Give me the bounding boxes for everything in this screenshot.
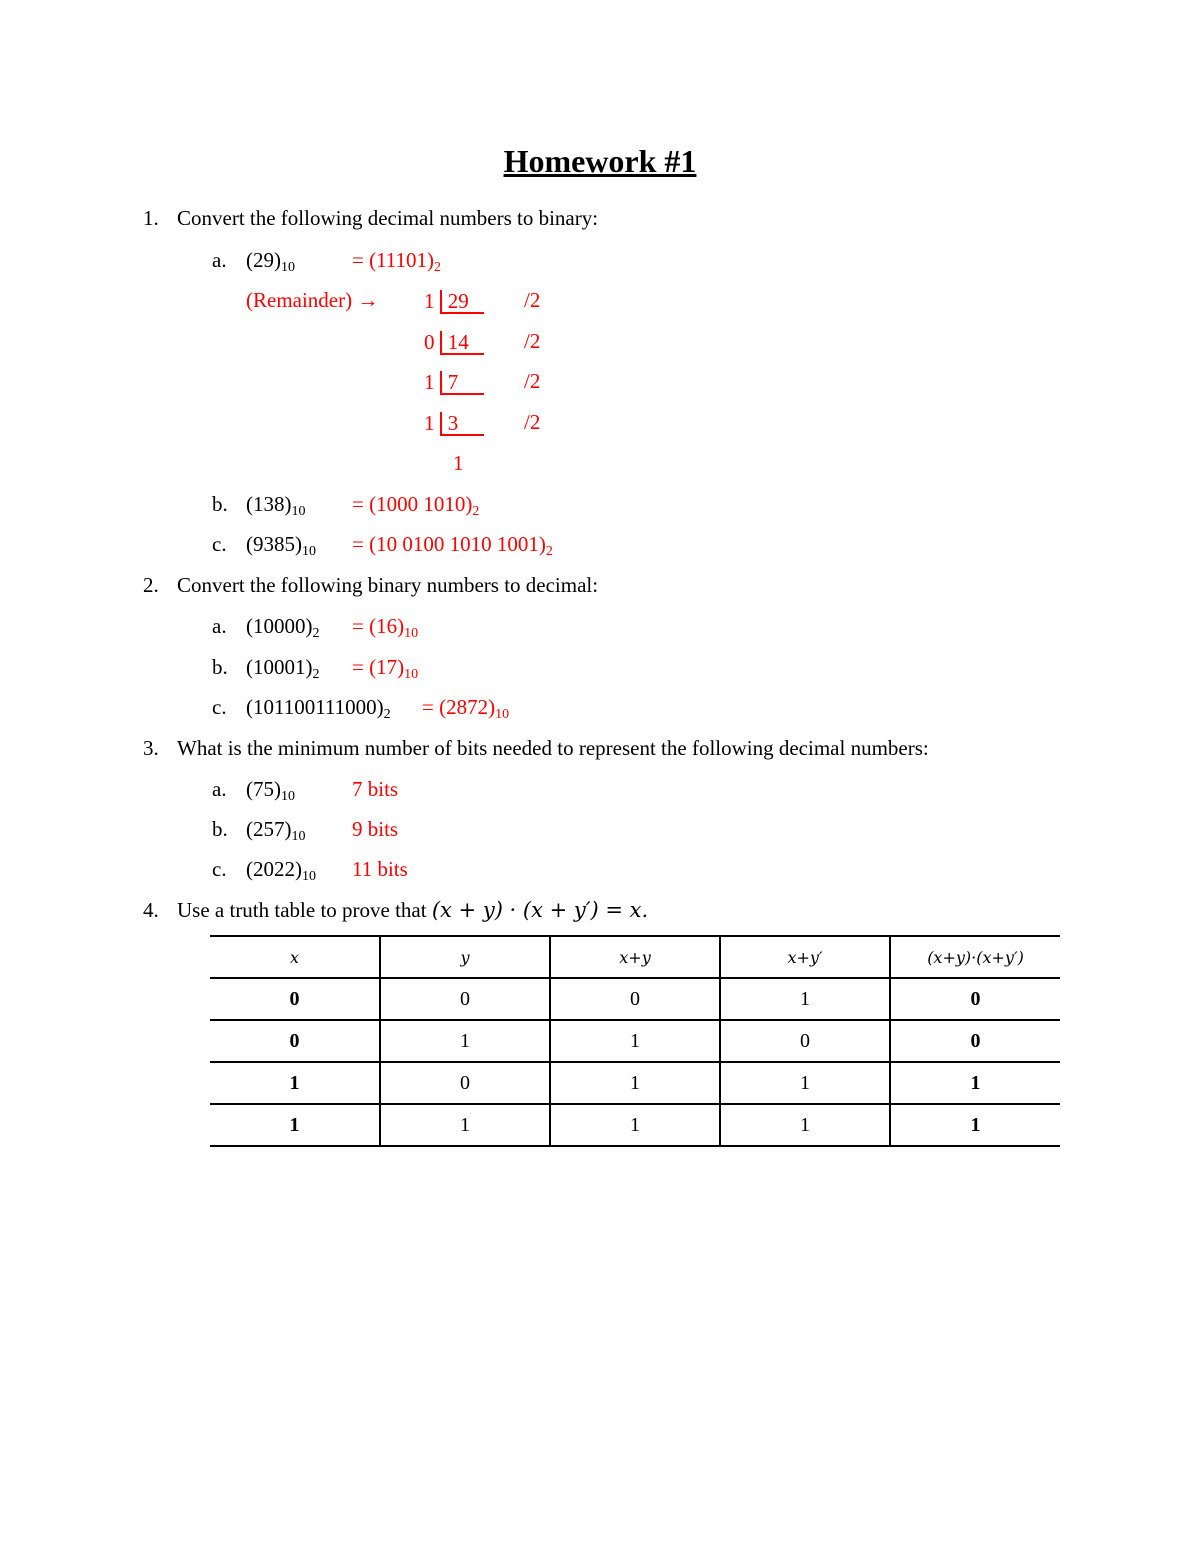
division-row <box>424 412 484 436</box>
table-cell: 1 <box>550 1104 720 1146</box>
table-cell: 1 <box>550 1020 720 1062</box>
table-cell: 1 <box>550 1062 720 1104</box>
q3a-answer: 7 bits <box>352 777 399 801</box>
q1c-label: c. <box>212 532 227 556</box>
q2b-answer: = $(17)_{10}$ <box>352 655 419 682</box>
division-remainder: 0 <box>424 330 435 354</box>
table-cell: 1 <box>720 1062 890 1104</box>
q4-expression: (x + y) · (x + y′) = x. <box>431 898 649 922</box>
division-remainder: 1 <box>424 411 435 435</box>
q1a-answer: = $(11101)_2$ <box>352 248 442 275</box>
q3-number: 3. <box>143 736 159 760</box>
q1-text: Convert the following decimal numbers to binary: <box>177 206 599 230</box>
table-header: y <box>380 936 550 978</box>
q2c-label: c. <box>212 695 227 719</box>
q2a-label: a. <box>212 614 227 638</box>
table-cell: 0 <box>720 1020 890 1062</box>
table-header: x+y <box>550 936 720 978</box>
q3b-answer: 9 bits <box>352 817 399 841</box>
q4-number: 4. <box>143 898 159 922</box>
q1a-value: $(29)_{10}$ <box>246 248 295 275</box>
table-row <box>210 1062 1060 1104</box>
q1c-answer: = (10 0100 1010 $1001)_2$ <box>352 532 553 559</box>
q2c-answer: = $(2872)_{10}$ <box>422 695 510 722</box>
remainder-label: (Remainder) → <box>246 288 379 312</box>
table-cell: 1 <box>720 978 890 1020</box>
q1b-label: b. <box>212 492 228 516</box>
table-header-row <box>210 936 1060 978</box>
division-row <box>424 331 484 355</box>
q2a-value: $(10000)_2$ <box>246 614 320 641</box>
q1b-value: $(138)_{10}$ <box>246 492 306 519</box>
q3-text: What is the minimum number of bits needed to represent the following decimal numbers: <box>177 736 929 760</box>
q2-text: Convert the following binary numbers to decimal: <box>177 573 599 597</box>
table-cell: 0 <box>210 978 380 1020</box>
table-cell: 0 <box>210 1020 380 1062</box>
division-divisor: /2 <box>524 288 541 312</box>
q2a-answer: = $(16)_{10}$ <box>352 614 419 641</box>
table-cell: 1 <box>210 1104 380 1146</box>
q4-text <box>177 900 648 921</box>
table-row <box>210 1104 1060 1146</box>
division-divisor: /2 <box>524 329 541 353</box>
table-cell: 0 <box>380 1062 550 1104</box>
division-number: 7 <box>440 371 484 395</box>
table-cell: 1 <box>890 1062 1060 1104</box>
table-cell: 0 <box>380 978 550 1020</box>
q3a-label: a. <box>212 777 227 801</box>
q2-number: 2. <box>143 573 159 597</box>
q3b-label: b. <box>212 817 228 841</box>
division-divisor: /2 <box>524 410 541 434</box>
q3b-value: $(257)_{10}$ <box>246 817 306 844</box>
page-title: Homework #1 <box>503 143 697 179</box>
table-cell: 0 <box>890 1020 1060 1062</box>
table-cell: 1 <box>380 1020 550 1062</box>
division-divisor: /2 <box>524 369 541 393</box>
q2b-label: b. <box>212 655 228 679</box>
q1-number: 1. <box>143 206 159 230</box>
division-row <box>424 371 484 395</box>
table-cell: 0 <box>890 978 1060 1020</box>
table-cell: 1 <box>210 1062 380 1104</box>
q3c-label: c. <box>212 857 227 881</box>
q3a-value: $(75)_{10}$ <box>246 777 295 804</box>
table-cell: 1 <box>890 1104 1060 1146</box>
division-number: 29 <box>440 290 484 314</box>
division-number: 14 <box>440 331 484 355</box>
q3c-value: $(2022)_{10}$ <box>246 857 316 884</box>
table-row <box>210 1020 1060 1062</box>
q1c-value: $(9385)_{10}$ <box>246 532 316 559</box>
table-cell: 1 <box>380 1104 550 1146</box>
truth-table <box>210 935 1060 1147</box>
table-header: (x+y)·(x+y′) <box>890 936 1060 978</box>
q4-prompt: Use a truth table to prove that <box>177 898 427 922</box>
table-row <box>210 978 1060 1020</box>
division-final: 1 <box>453 451 464 475</box>
division-remainder: 1 <box>424 289 435 313</box>
table-header: x+y′ <box>720 936 890 978</box>
q2b-value: $(10001)_2$ <box>246 655 320 682</box>
q1a-label: a. <box>212 248 227 272</box>
division-number: 3 <box>440 412 484 436</box>
division-remainder: 1 <box>424 370 435 394</box>
q3c-answer: 11 bits <box>352 857 408 881</box>
table-cell: 0 <box>550 978 720 1020</box>
table-header: x <box>210 936 380 978</box>
q2c-value: $(101100111000)_2$ <box>246 695 391 722</box>
table-cell: 1 <box>720 1104 890 1146</box>
division-row <box>424 290 484 314</box>
q1b-answer: = (1000 $1010)_2$ <box>352 492 480 519</box>
